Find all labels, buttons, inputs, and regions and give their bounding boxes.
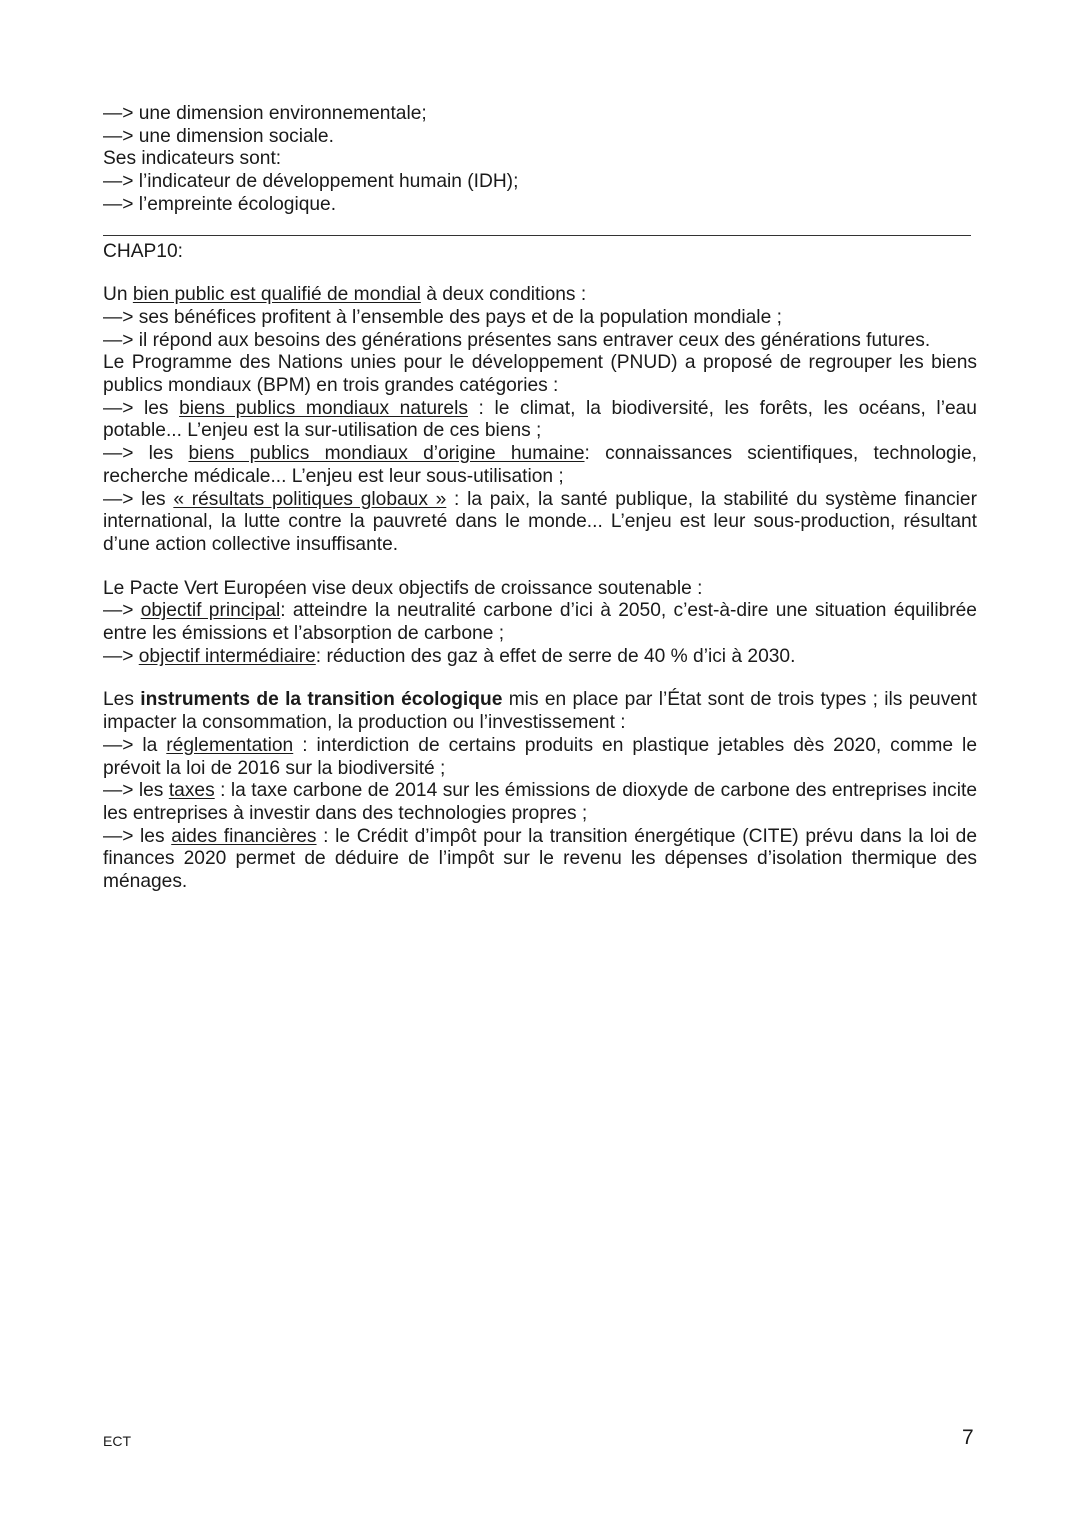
section-divider xyxy=(103,235,971,236)
underlined-term: biens publics mondiaux d’origine humaine xyxy=(188,443,585,465)
text-line: Ses indicateurs sont: xyxy=(103,148,282,170)
text-block: Les instruments de la transition écologique mis en place par l’État sont de trois types ; ils peuvent impacter la consommation, la production ou l’investissement : xyxy=(103,689,977,734)
bullet-block: —> les biens publics mondiaux naturels : le climat, la biodiversité, les forêts, les océans, l’eau potable... L’enjeu est la sur-utilisation de ces biens ; xyxy=(103,397,977,442)
bullet-block: —> les « résultats politiques globaux » : la paix, la santé publique, la stabilité du système financier international, la lutte contre la pauvreté dans le monde... L’enjeu est leur sous-production, résultant d’une action collective insuffisante. xyxy=(103,488,977,555)
paragraph-bpm xyxy=(103,284,977,556)
page-content xyxy=(103,103,977,894)
bullet-block: —> les taxes : la taxe carbone de 2014 sur les émissions de dioxyde de carbone des entreprises incite les entreprises à investir dans des technologies propres ; xyxy=(103,780,977,824)
page-number: 7 xyxy=(962,1426,974,1449)
paragraph-pacte-vert xyxy=(103,578,977,669)
underlined-term: taxes xyxy=(168,780,215,802)
underlined-term: « résultats politiques globaux » xyxy=(173,488,447,510)
text-line: —> l’empreinte écologique. xyxy=(103,193,337,215)
underlined-term: bien public est qualifié de mondial xyxy=(132,284,421,306)
bold-term: instruments de la transition écologique xyxy=(140,689,503,711)
text-line: —> une dimension environnementale; xyxy=(103,103,427,124)
text-line: —> l’indicateur de développement humain (IDH); xyxy=(103,171,519,193)
bullet-block: —> objectif principal: atteindre la neutralité carbone d’ici à 2050, c’est-à-dire une situation équilibrée entre les émissions et l’absorption de carbone ; xyxy=(103,600,977,645)
bullet-block: —> les aides financières : le Crédit d’impôt pour la transition énergétique (CITE) prévu dans la loi de finances 2020 permet de déduire de l’impôt sur le revenu les dépenses d’isolation thermique des ménages. xyxy=(103,825,977,893)
underlined-term: biens publics mondiaux naturels xyxy=(179,397,468,419)
footer-label: ECT xyxy=(103,1433,131,1449)
bullet-block: —> la réglementation : interdiction de certains produits en plastique jetables dès 2020, comme le prévoit la loi de 2016 sur la biodiversité ; xyxy=(103,734,977,779)
chapter-title: CHAP10: xyxy=(103,240,183,262)
underlined-term: objectif principal xyxy=(140,600,281,622)
bullet-line: —> il répond aux besoins des générations présentes sans entraver ceux des générations futures. xyxy=(103,329,931,351)
bullet-line: —> ses bénéfices profitent à l’ensemble des pays et de la population mondiale ; xyxy=(103,306,782,328)
text-line: Un bien public est qualifié de mondial à deux conditions : xyxy=(103,284,587,306)
bullet-line: —> objectif intermédiaire: réduction des gaz à effet de serre de 40 % d’ici à 2030. xyxy=(103,645,796,667)
bullet-block: —> les biens publics mondiaux d’origine humaine: connaissances scientifiques, technologie, recherche médicale... L’enjeu est leur sous-utilisation ; xyxy=(103,443,977,487)
underlined-term: objectif intermédiaire xyxy=(138,645,316,667)
text-line: Le Pacte Vert Européen vise deux objectifs de croissance soutenable : xyxy=(103,577,703,599)
underlined-term: réglementation xyxy=(166,734,294,756)
text-line: —> une dimension sociale. xyxy=(103,125,334,147)
underlined-term: aides financières xyxy=(171,825,317,847)
paragraph-instruments xyxy=(103,689,977,893)
text-block: Le Programme des Nations unies pour le développement (PNUD) a proposé de regrouper les biens publics mondiaux (BPM) en trois grandes catégories : xyxy=(103,352,977,397)
